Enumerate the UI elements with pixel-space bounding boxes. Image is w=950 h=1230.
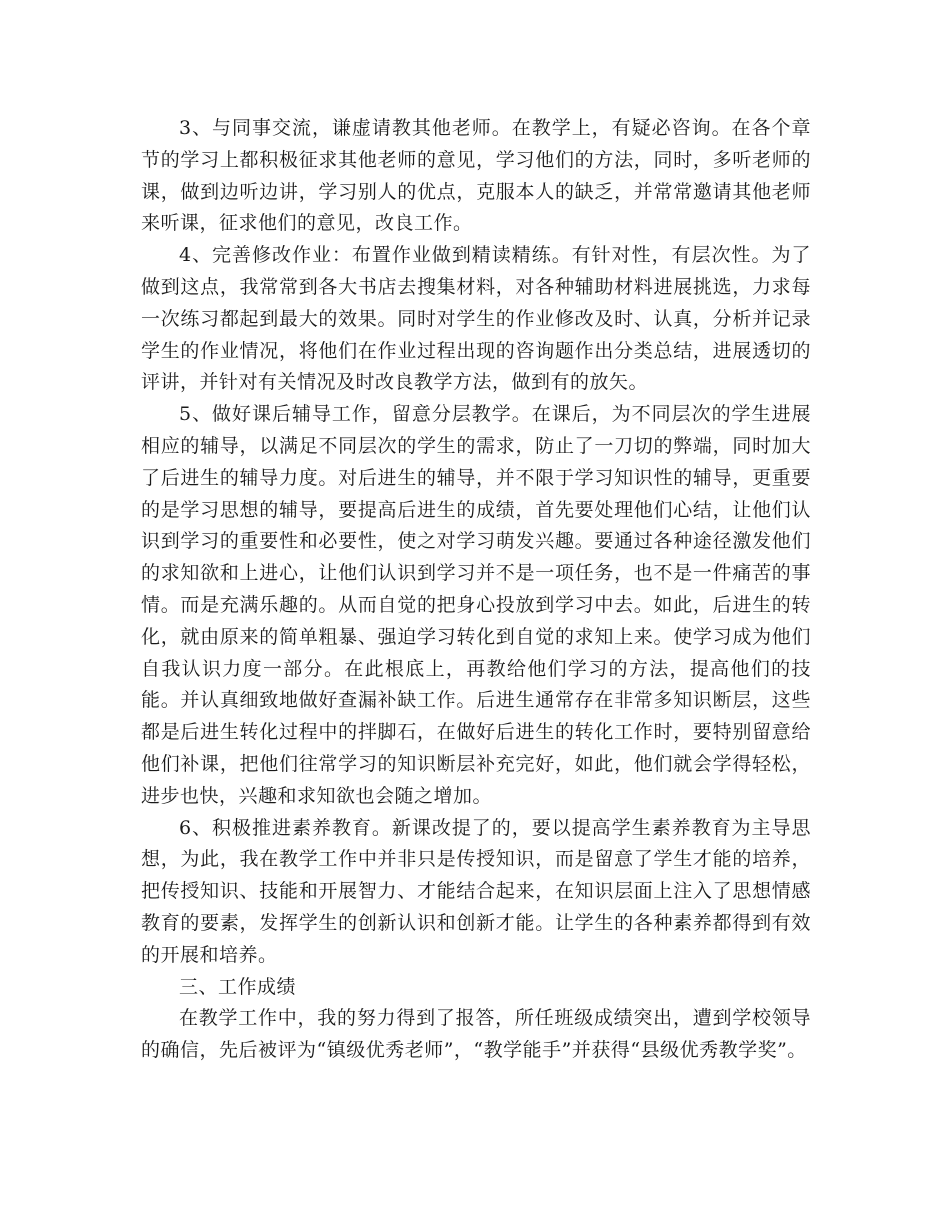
paragraph-4-homework: 4、完善修改作业：布置作业做到精读精练。有针对性，有层次性。为了做到这点，我常常到各大书店去搜集材料，对各种辅助材料进展挑选，力求每一次练习都起到最大的效果。同时对学生的作业修改及时、认真，分析并记录学生的作业情况，将他们在作业过程出现的咨询题作出分类总结，进展透切的评讲，并针对有关情况及时改良教学方法，做到有的放矢。 bbox=[141, 244, 811, 394]
paragraph-3-colleague-exchange: 3、与同事交流，谦虚请教其他老师。在教学上，有疑必咨询。在各个章节的学习上都积极征求其他老师的意见，学习他们的方法，同时，多听老师的课，做到边听边讲，学习别人的优点，克服本人的缺乏，并常常邀请其他老师来听课，征求他们的意见，改良工作。 bbox=[141, 117, 811, 235]
document-body bbox=[141, 113, 811, 1067]
paragraph-5-after-class-tutoring: 5、做好课后辅导工作，留意分层教学。在课后，为不同层次的学生进展相应的辅导，以满足不同层次的学生的需求，防止了一刀切的弊端，同时加大了后进生的辅导力度。对后进生的辅导，并不限于学习知识性的辅导，更重要的是学习思想的辅导，要提高后进生的成绩，首先要处理他们心结，让他们认识到学习的重要性和必要性，使之对学习萌发兴趣。要通过各种途径激发他们的求知欲和上进心，让他们认识到学习并不是一项任务，也不是一件痛苦的事情。而是充满乐趣的。从而自觉的把身心投放到学习中去。如此，后进生的转化，就由原来的简单粗暴、强迫学习转化到自觉的求知上来。使学习成为他们自我认识力度一部分。在此根底上，再教给他们学习的方法，提高他们的技能。并认真细致地做好查漏补缺工作。后进生通常存在非常多知识断层，这些都是后进生转化过程中的拌脚石，在做好后进生的转化工作时，要特别留意给他们补课，把他们往常学习的知识断层补充完好，如此，他们就会学得轻松，进步也快，兴趣和求知欲也会随之增加。 bbox=[141, 403, 811, 807]
section-heading-work-results: 三、工作成绩 bbox=[179, 975, 297, 998]
paragraph-work-results: 在教学工作中，我的努力得到了报答，所任班级成绩突出，遭到学校领导的确信，先后被评为“镇级优秀老师”，“教学能手”并获得“县级优秀教学奖”。 bbox=[141, 1007, 811, 1062]
paragraph-6-quality-education: 6、积极推进素养教育。新课改提了的，要以提高学生素养教育为主导思想，为此，我在教学工作中并非只是传授知识，而是留意了学生才能的培养，把传授知识、技能和开展智力、才能结合起来，在知识层面上注入了思想情感教育的要素，发挥学生的创新认识和创新才能。让学生的各种素养都得到有效的开展和培养。 bbox=[141, 816, 811, 966]
